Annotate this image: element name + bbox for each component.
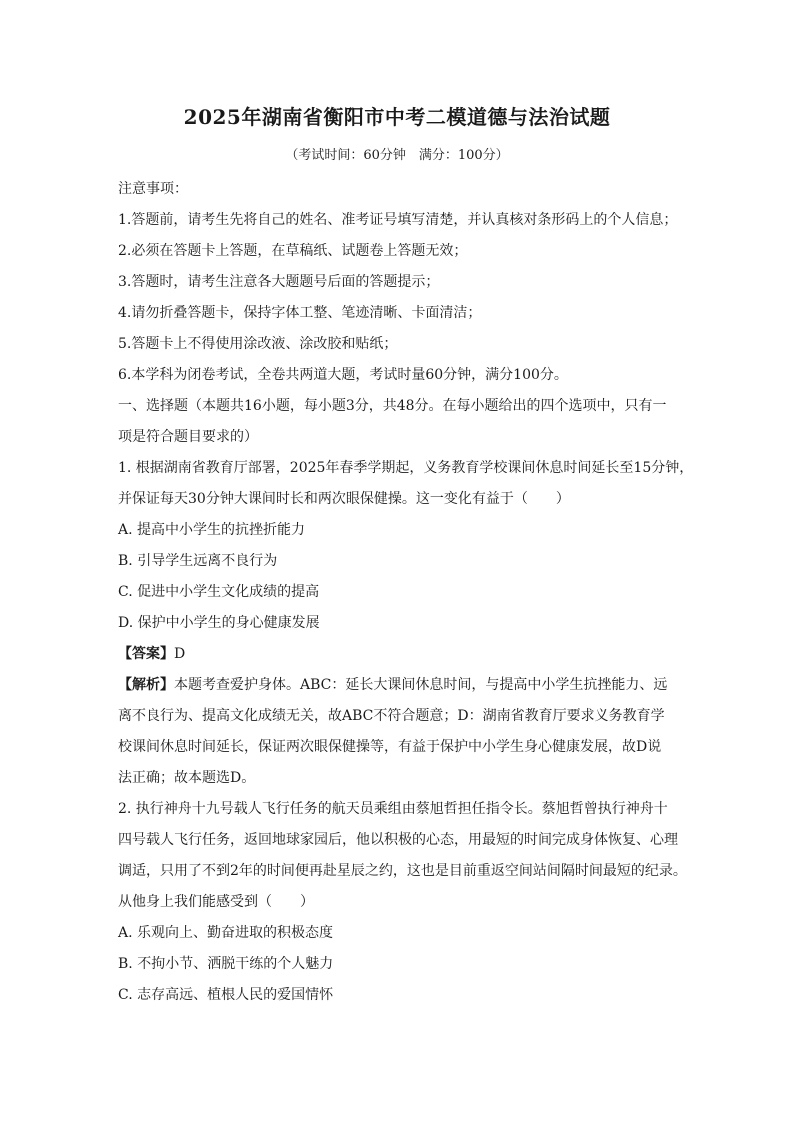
question-2-stem-cont: 从他身上我们能感受到（ ） (118, 894, 314, 910)
answer-value: D (174, 646, 186, 662)
question-1-stem: 1. 根据湖南省教育厅部署，2025年春季学期起，义务教育学校课间休息时间延长至15分钟， (118, 460, 694, 476)
question-1-stem-cont: 并保证每天30分钟大课间时长和两次眼保健操。这一变化有益于（ ） (118, 491, 570, 507)
question-2-stem-cont: 四号载人飞行任务，返回地球家园后，他以积极的心态，用最短的时间完成身体恢复、心理 (118, 832, 678, 848)
exam-info: （考试时间：60分钟 满分：100分） (285, 148, 509, 163)
question-1-option-c: C. 促进中小学生文化成绩的提高 (118, 584, 320, 600)
question-1-analysis-cont: 校课间休息时间延长，保证两次眼保健操等，有益于保护中小学生身心健康发展，故D说 (118, 739, 662, 755)
analysis-tag: 【解析】 (118, 677, 174, 693)
note-item: 6.本学科为闭卷考试，全卷共两道大题，考试时量60分钟，满分100分。 (118, 367, 568, 383)
note-item: 2.必须在答题卡上答题，在草稿纸、试题卷上答题无效； (118, 243, 468, 259)
note-item: 1.答题前，请考生先将自己的姓名、准考证号填写清楚，并认真核对条形码上的个人信息； (118, 212, 678, 228)
notes-heading: 注意事项： (118, 181, 188, 197)
analysis-text: 本题考查爱护身体。ABC：延长大课间休息时间，与提高中小学生抗挫能力、远 (174, 677, 668, 693)
page-title: 2025年湖南省衡阳市中考二模道德与法治试题 (183, 105, 611, 129)
question-1-analysis-cont: 离不良行为、提高文化成绩无关，故ABC不符合题意；D：湖南省教育厅要求义务教育学 (118, 708, 665, 724)
section-heading: 一、选择题（本题共16小题，每小题3分，共48分。在每小题给出的四个选项中，只有一 (118, 398, 667, 414)
question-2-option-c: C. 志存高远、植根人民的爱国情怀 (118, 987, 334, 1003)
question-1-option-b: B. 引导学生远离不良行为 (118, 553, 278, 569)
note-item: 5.答题卡上不得使用涂改液、涂改胶和贴纸； (118, 336, 398, 352)
question-1-analysis-cont: 法正确；故本题选D。 (118, 770, 256, 786)
note-item: 3.答题时，请考生注意各大题题号后面的答题提示； (118, 274, 440, 290)
question-1-answer (118, 639, 690, 670)
question-1-option-d: D. 保护中小学生的身心健康发展 (118, 615, 320, 631)
question-2-option-b: B. 不拘小节、洒脱干练的个人魅力 (118, 956, 334, 972)
section-heading-cont: 项是符合题目要求的） (118, 429, 258, 445)
question-2-option-a: A. 乐观向上、勤奋进取的积极态度 (118, 925, 334, 941)
answer-tag: 【答案】 (118, 646, 174, 662)
exam-body (118, 174, 694, 1011)
question-1-option-a: A. 提高中小学生的抗挫折能力 (118, 522, 306, 538)
question-2-stem: 2. 执行神舟十九号载人飞行任务的航天员乘组由蔡旭哲担任指令长。蔡旭哲曾执行神舟十 (118, 801, 668, 817)
note-item: 4.请勿折叠答题卡，保持字体工整、笔迹清晰、卡面清洁； (118, 305, 482, 321)
question-1-analysis (118, 670, 690, 701)
question-2-stem-cont: 调适，只用了不到2年的时间便再赴星辰之约，这也是目前重返空间站间隔时间最短的纪录。 (118, 863, 687, 879)
